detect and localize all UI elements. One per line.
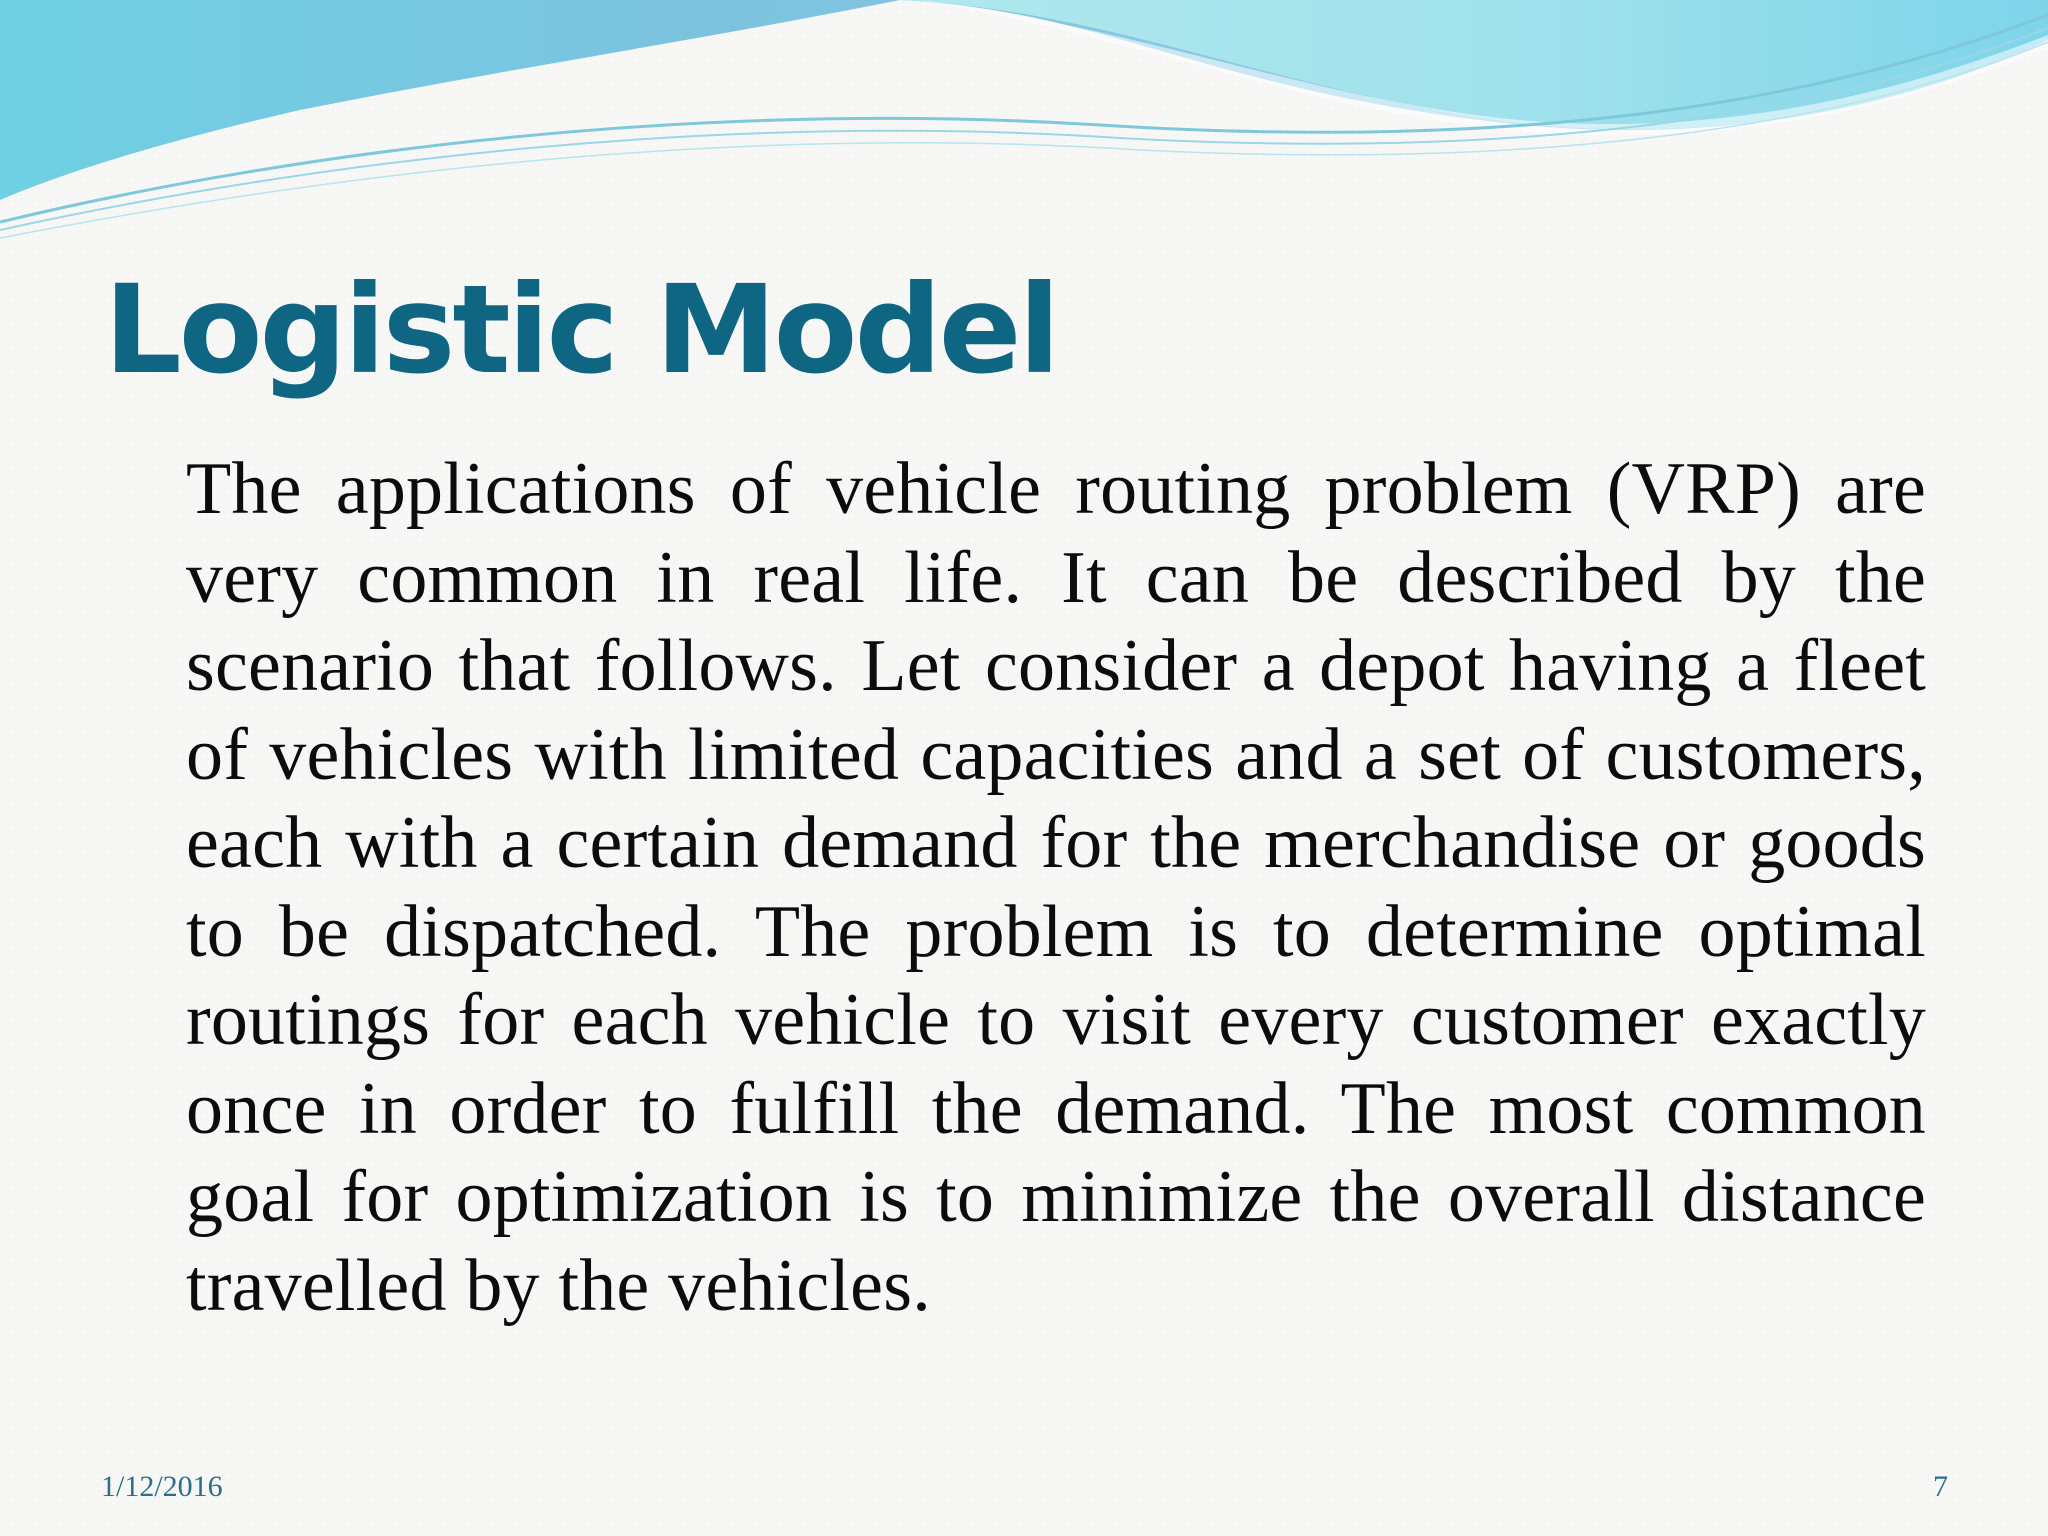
footer-date: 1/12/2016 xyxy=(101,1470,223,1503)
wave-header-decoration xyxy=(0,0,2048,250)
slide-title: Logistic Model xyxy=(104,259,1058,401)
footer-page-number: 7 xyxy=(1933,1470,1948,1503)
slide-body-text: The applications of vehicle routing problem (VRP) are very common in real life. It can be described by the scenario that follows. Let consider a depot having a fleet of vehicles with limited capacities and a set of customers, each with a certain demand for the merchandise or goods to be dispatched. The problem is to determine optimal routings for each vehicle to visit every customer exactly once in order to fulfill the demand. The most common goal for optimization is to minimize the overall distance travelled by the vehicles. xyxy=(186,448,1926,1327)
